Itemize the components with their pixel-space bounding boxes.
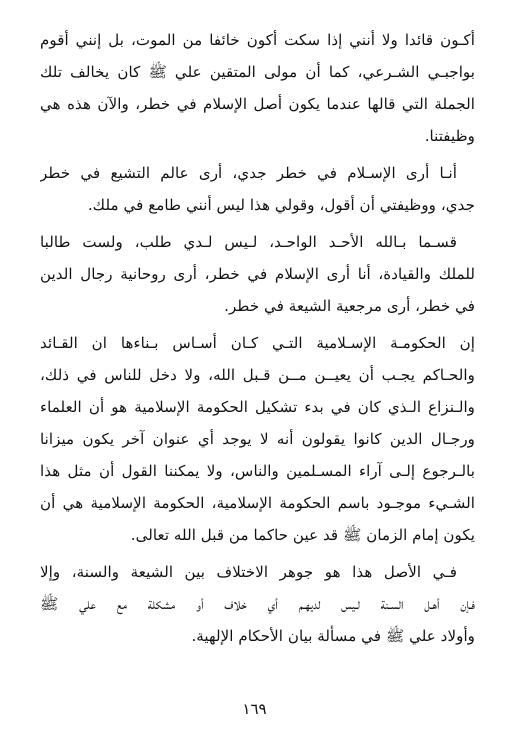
text-line: الجملة التي قالها عندما يكون أصل الإسلام في خطر، والآن هذه هي — [40, 95, 475, 113]
text-line: أكـون قائدا ولا أنني إذا سكت أكون خائفا من الموت، بل إنني أقوم — [40, 31, 475, 49]
text-line: وأولاد علي ﷺ في مسألة بيان الأحكام الإلهية. — [191, 627, 475, 645]
text-line: في خطر، أرى مرجعية الشيعة في خطر. — [224, 297, 475, 315]
text-line: يكون إمام الزمان ﷺ قد عين حاكما من قبل الله تعالى. — [130, 526, 475, 544]
text-line: جدي، ووظيفتي أن أقول، وقولي هذا ليس أنني طامع في ملك. — [87, 196, 475, 214]
page-number: ١٦٩ — [242, 700, 267, 718]
paragraph-5 — [40, 556, 475, 652]
text-line: أنـا أرى الإسـلام في خطر جدي، أرى عالم التشيع في خطر — [40, 164, 457, 182]
text-line: بالـرجوع إلـى آراء المسـلمين والناس، ولا يمكننا القول أن مثل هذا — [40, 462, 475, 480]
text-line: فـي الأصل هذا هو جوهر الاختلاف بين الشيعة والسنة، وإلا — [40, 563, 457, 581]
paragraph-4 — [40, 327, 475, 551]
text-line: بواجبـي الشـرعي، كما أن مولى المتقين علي ﷺ كان يخالف تلك — [40, 63, 475, 81]
text-line: الشـيء موجـود باسم الحكومة الإسلامية، الحكومة الإسلامية هي أن — [40, 494, 475, 512]
paragraph-1 — [40, 24, 475, 152]
paragraph-3 — [40, 226, 475, 322]
text-line: إن الحكومـة الإسـلامية التـي كـان أسـاس بـناءها ان القـائد — [40, 334, 475, 352]
text-line: والـنزاع الـذي كان في بدء تشكيل الحكومة الإسلامية هو أن العلماء — [40, 398, 475, 416]
text-line: للملك والقيادة، أنا أرى الإسلام في خطر، أرى روحانية رجال الدين — [40, 265, 475, 283]
text-line: والحـاكم يجـب أن يعيــن مــن قـبل الله، ولا دخل للناس في ذلك، — [40, 366, 475, 384]
text-line: وظيفتنا. — [424, 127, 475, 145]
document-page — [40, 24, 475, 657]
text-line: فـإن أهـل السـنة لـيس لديهـم أي خلاف أو مشكلة مع علي ﷺ — [40, 595, 475, 613]
paragraph-2 — [40, 157, 475, 221]
text-line: ورجـال الدين كانوا يقولون أنه لا يوجد أي عنوان آخر يكون ميزانا — [40, 430, 475, 448]
text-line: قسـما بـالله الأحـد الواحـد، لـيس لـدي طلب، ولست طالبا — [40, 233, 457, 251]
